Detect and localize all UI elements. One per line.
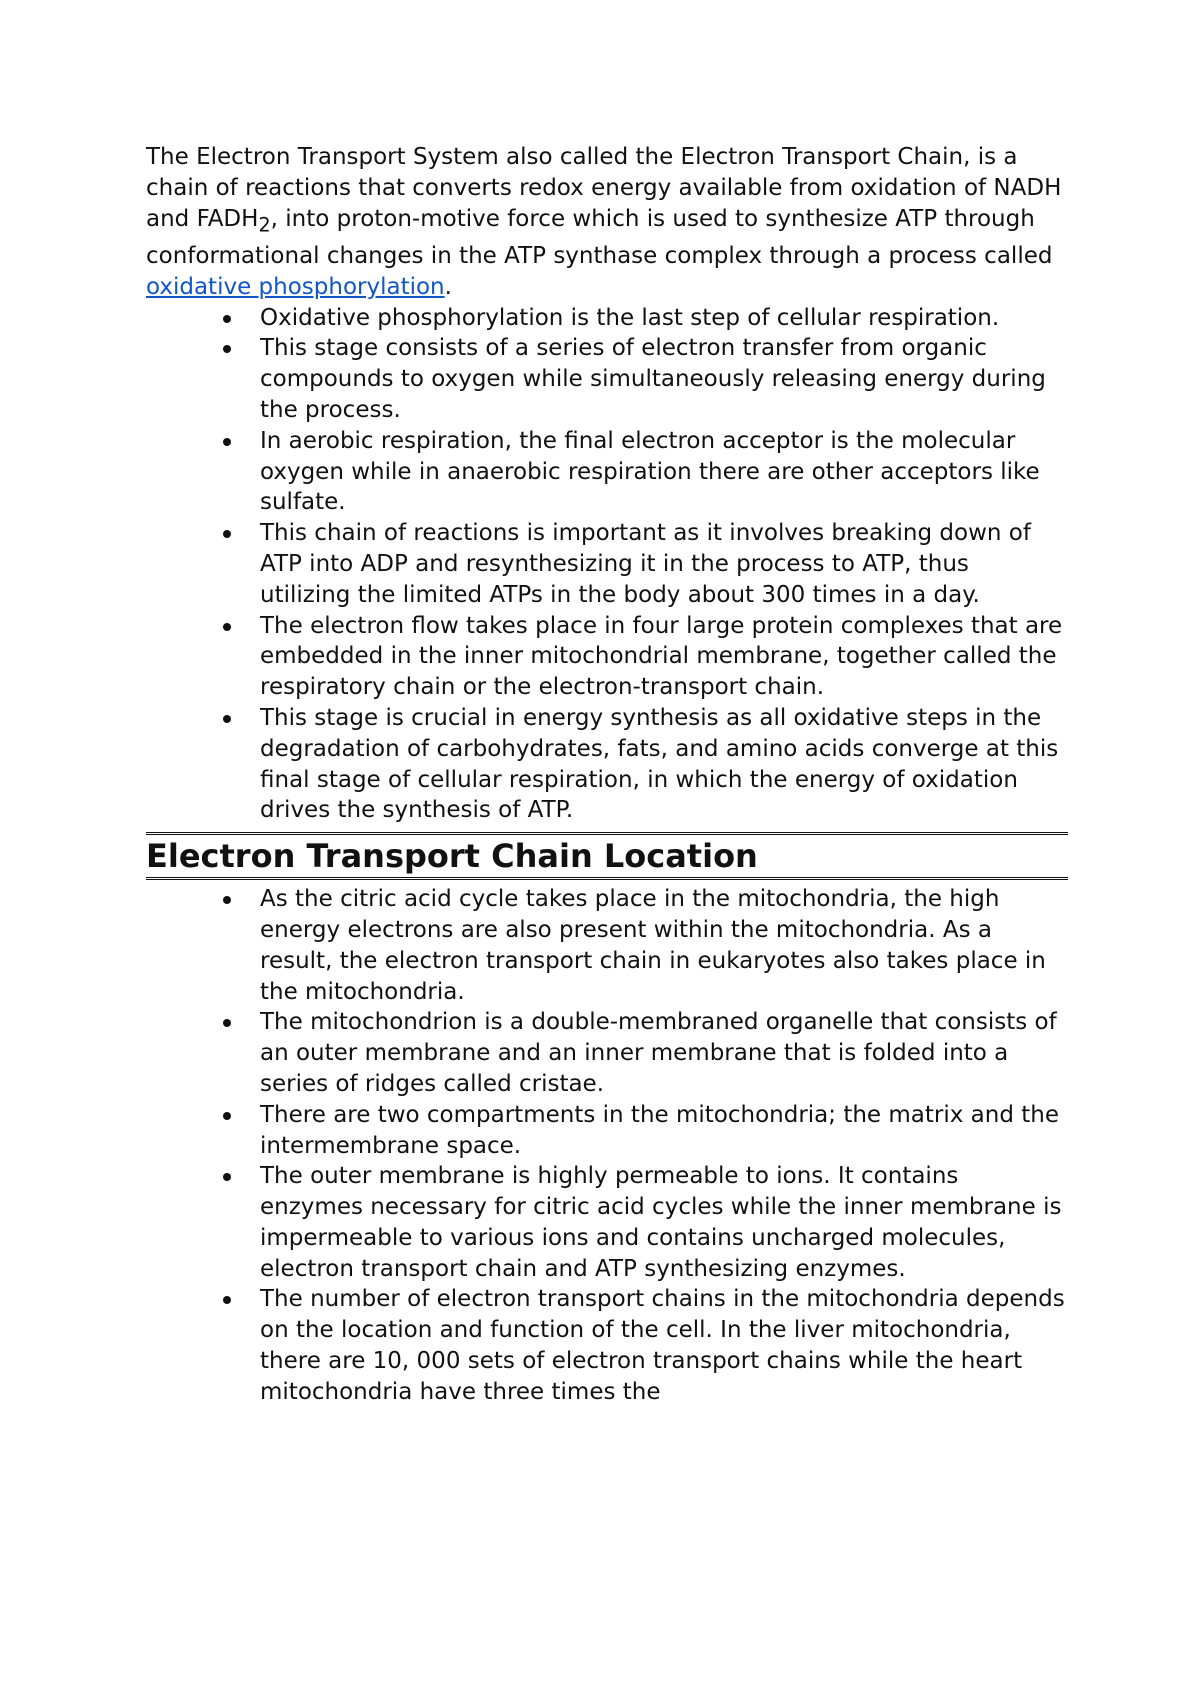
- list-item: This stage is crucial in energy synthesis as all oxidative steps in the degradation of carbohydrates, fats, and amino acids converge at this final stage of cellular respiration, in which the energy of oxidation drives the synthesis of ATP.: [146, 703, 1066, 826]
- heading-bottom-rule: [146, 877, 1068, 880]
- list-item: The outer membrane is highly permeable to ions. It contains enzymes necessary for citric acid cycles while the inner membrane is impermeable to various ions and contains uncharged molecules, electron transport chain and ATP synthesizing enzymes.: [146, 1161, 1066, 1284]
- intro-text-end: .: [444, 273, 452, 300]
- list-item: This chain of reactions is important as it involves breaking down of ATP into ADP and resynthesizing it in the process to ATP, thus utilizing the limited ATPs in the body about 300 times in a day.: [146, 518, 1066, 610]
- list-item: The number of electron transport chains in the mitochondria depends on the location and function of the cell. In the liver mitochondria, there are 10, 000 sets of electron transport chains while the heart mitochondria have three times the: [146, 1284, 1066, 1407]
- list-item: In aerobic respiration, the final electron acceptor is the molecular oxygen while in anaerobic respiration there are other acceptors like sulfate.: [146, 426, 1066, 518]
- intro-text: The Electron Transport System also called the Electron Transport Chain, is a chain of reactions that converts redox energy available from oxidation of NADH and FADH: [146, 144, 1062, 232]
- section2-bullet-list: [146, 884, 1066, 1408]
- list-item: The electron flow takes place in four large protein complexes that are embedded in the inner mitochondrial membrane, together called the respiratory chain or the electron-transport chain.: [146, 611, 1066, 703]
- section-heading: Electron Transport Chain Location: [146, 837, 758, 876]
- list-item: The mitochondrion is a double-membraned organelle that consists of an outer membrane and an inner membrane that is folded into a series of ridges called cristae.: [146, 1007, 1066, 1099]
- section-heading-block: [146, 832, 1066, 880]
- oxidative-phosphorylation-link[interactable]: oxidative phosphorylation: [146, 273, 445, 300]
- intro-subscript: 2: [258, 213, 271, 237]
- document-page: [146, 142, 1066, 1408]
- list-item: There are two compartments in the mitochondria; the matrix and the intermembrane space.: [146, 1100, 1066, 1162]
- list-item: This stage consists of a series of electron transfer from organic compounds to oxygen while simultaneously releasing energy during the process.: [146, 333, 1066, 425]
- intro-text-continued: , into proton-motive force which is used to synthesize ATP through conformational changes in the ATP synthase complex through a process called: [146, 205, 1053, 269]
- list-item: Oxidative phosphorylation is the last step of cellular respiration.: [146, 303, 1066, 334]
- intro-paragraph: [146, 142, 1066, 303]
- list-item: As the citric acid cycle takes place in the mitochondria, the high energy electrons are also present within the mitochondria. As a result, the electron transport chain in eukaryotes also takes place in the mitochondria.: [146, 884, 1066, 1007]
- section1-bullet-list: [146, 303, 1066, 827]
